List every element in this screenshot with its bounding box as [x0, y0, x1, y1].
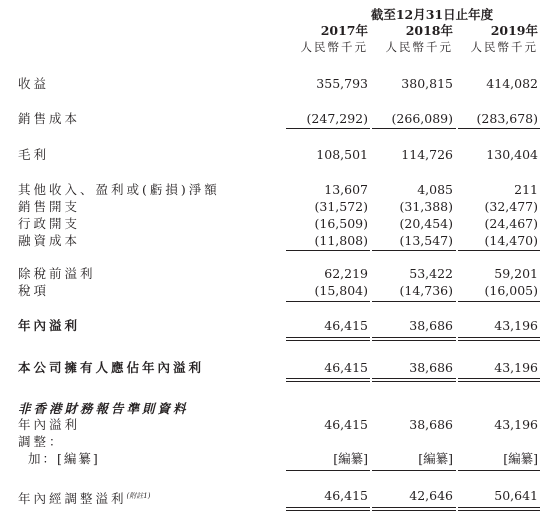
double-rule-bottom-profit-2019 [458, 340, 540, 341]
year-header-2018: 2018年 [405, 23, 453, 38]
cell-profit-before-tax-2017: 62,219 [324, 266, 368, 281]
double-rule-top-attrib-2017 [286, 378, 370, 379]
cell-non-hkfrs-profit-2017: 46,415 [324, 417, 368, 432]
rule-finance-costs-2019 [458, 250, 540, 251]
cell-gross-profit-2018: 114,726 [401, 147, 453, 162]
row-label-non-hkfrs-profit: 年內溢利 [18, 417, 81, 432]
unit-header-2019: 人民幣千元 [470, 40, 538, 54]
double-rule-bottom-attrib-2018 [372, 381, 456, 382]
cell-cost-of-sales-2018: (266,089) [391, 111, 453, 126]
year-header-2019: 2019年 [490, 23, 538, 38]
cell-profit-for-year-2018: 38,686 [409, 318, 453, 333]
rule-finance-costs-2017 [286, 250, 370, 251]
cell-revenue-2018: 380,815 [401, 76, 453, 91]
cell-adjusted-profit-2019: 50,641 [494, 488, 538, 503]
double-rule-bottom-attrib-2017 [286, 381, 370, 382]
cell-revenue-2017: 355,793 [316, 76, 368, 91]
rule-cost-of-sales-2017 [286, 128, 370, 129]
cell-admin-expenses-2017: (16,509) [314, 216, 368, 231]
cell-profit-for-year-2017: 46,415 [324, 318, 368, 333]
cell-tax-2018: (14,736) [399, 283, 453, 298]
rule-add-redacted-2019 [458, 470, 540, 471]
row-label-add-redacted: 加：[編纂] [28, 451, 100, 466]
double-rule-top-profit-2017 [286, 337, 370, 338]
cell-profit-for-year-2019: 43,196 [494, 318, 538, 333]
cell-finance-costs-2019: (14,470) [484, 233, 538, 248]
cell-non-hkfrs-profit-2018: 38,686 [409, 417, 453, 432]
row-label-admin-expenses: 行政開支 [18, 216, 81, 231]
double-rule-bottom-adjusted-2017 [286, 510, 370, 511]
year-header-2017: 2017年 [320, 23, 368, 38]
cell-selling-expenses-2018: (31,388) [399, 199, 453, 214]
period-header: 截至12月31日止年度 [370, 7, 494, 22]
row-label-adjustments: 調整： [18, 434, 65, 449]
row-label-tax: 稅項 [18, 283, 50, 298]
double-rule-bottom-attrib-2019 [458, 381, 540, 382]
rule-cost-of-sales-2018 [372, 128, 456, 129]
cell-tax-2019: (16,005) [484, 283, 538, 298]
rule-tax-2019 [458, 301, 540, 302]
double-rule-top-profit-2019 [458, 337, 540, 338]
cell-cost-of-sales-2017: (247,292) [306, 111, 368, 126]
cell-profit-before-tax-2018: 53,422 [409, 266, 453, 281]
row-label-cost-of-sales: 銷售成本 [18, 111, 81, 126]
cell-attributable-profit-2018: 38,686 [409, 360, 453, 375]
double-rule-top-adjusted-2019 [458, 507, 540, 508]
rule-add-redacted-2018 [372, 470, 456, 471]
row-label-adjusted-profit [18, 489, 150, 506]
footnote-marker: (附註1) [126, 492, 151, 500]
double-rule-bottom-profit-2017 [286, 340, 370, 341]
unit-header-2018: 人民幣千元 [385, 40, 453, 54]
row-label-gross-profit: 毛利 [18, 147, 50, 162]
cell-adjusted-profit-2017: 46,415 [324, 488, 368, 503]
cell-non-hkfrs-profit-2019: 43,196 [494, 417, 538, 432]
cell-other-income-2019: 211 [514, 182, 538, 197]
cell-profit-before-tax-2019: 59,201 [494, 266, 538, 281]
double-rule-top-attrib-2019 [458, 378, 540, 379]
double-rule-bottom-profit-2018 [372, 340, 456, 341]
cell-finance-costs-2017: (11,808) [314, 233, 368, 248]
cell-gross-profit-2019: 130,404 [486, 147, 538, 162]
rule-tax-2017 [286, 301, 370, 302]
cell-attributable-profit-2019: 43,196 [494, 360, 538, 375]
row-label-profit-for-year: 年內溢利 [18, 318, 81, 333]
double-rule-bottom-adjusted-2019 [458, 510, 540, 511]
rule-tax-2018 [372, 301, 456, 302]
cell-add-redacted-2019: [編纂] [503, 451, 538, 466]
rule-cost-of-sales-2019 [458, 128, 540, 129]
unit-header-2017: 人民幣千元 [300, 40, 368, 54]
section-heading-non-hkfrs: 非香港財務報告準則資料 [18, 401, 189, 416]
adjusted-profit-label-text: 年內經調整溢利 [18, 491, 127, 507]
cell-admin-expenses-2018: (20,454) [399, 216, 453, 231]
cell-add-redacted-2017: [編纂] [333, 451, 368, 466]
cell-add-redacted-2018: [編纂] [418, 451, 453, 466]
double-rule-top-adjusted-2017 [286, 507, 370, 508]
row-label-finance-costs: 融資成本 [18, 233, 81, 248]
double-rule-bottom-adjusted-2018 [372, 510, 456, 511]
double-rule-top-attrib-2018 [372, 378, 456, 379]
cell-finance-costs-2018: (13,547) [399, 233, 453, 248]
cell-selling-expenses-2017: (31,572) [314, 199, 368, 214]
row-label-selling-expenses: 銷售開支 [18, 199, 81, 214]
double-rule-top-adjusted-2018 [372, 507, 456, 508]
cell-adjusted-profit-2018: 42,646 [409, 488, 453, 503]
row-label-attributable-profit: 本公司擁有人應佔年內溢利 [18, 360, 205, 375]
cell-gross-profit-2017: 108,501 [316, 147, 368, 162]
rule-finance-costs-2018 [372, 250, 456, 251]
row-label-revenue: 收益 [18, 76, 50, 91]
cell-attributable-profit-2017: 46,415 [324, 360, 368, 375]
cell-other-income-2017: 13,607 [324, 182, 368, 197]
row-label-profit-before-tax: 除稅前溢利 [18, 266, 96, 281]
double-rule-top-profit-2018 [372, 337, 456, 338]
cell-selling-expenses-2019: (32,477) [484, 199, 538, 214]
cell-other-income-2018: 4,085 [417, 182, 453, 197]
row-label-other-income: 其他收入、盈利或(虧損)淨額 [18, 182, 220, 197]
cell-cost-of-sales-2019: (283,678) [476, 111, 538, 126]
cell-admin-expenses-2019: (24,467) [484, 216, 538, 231]
cell-tax-2017: (15,804) [314, 283, 368, 298]
cell-revenue-2019: 414,082 [486, 76, 538, 91]
rule-add-redacted-2017 [286, 470, 370, 471]
